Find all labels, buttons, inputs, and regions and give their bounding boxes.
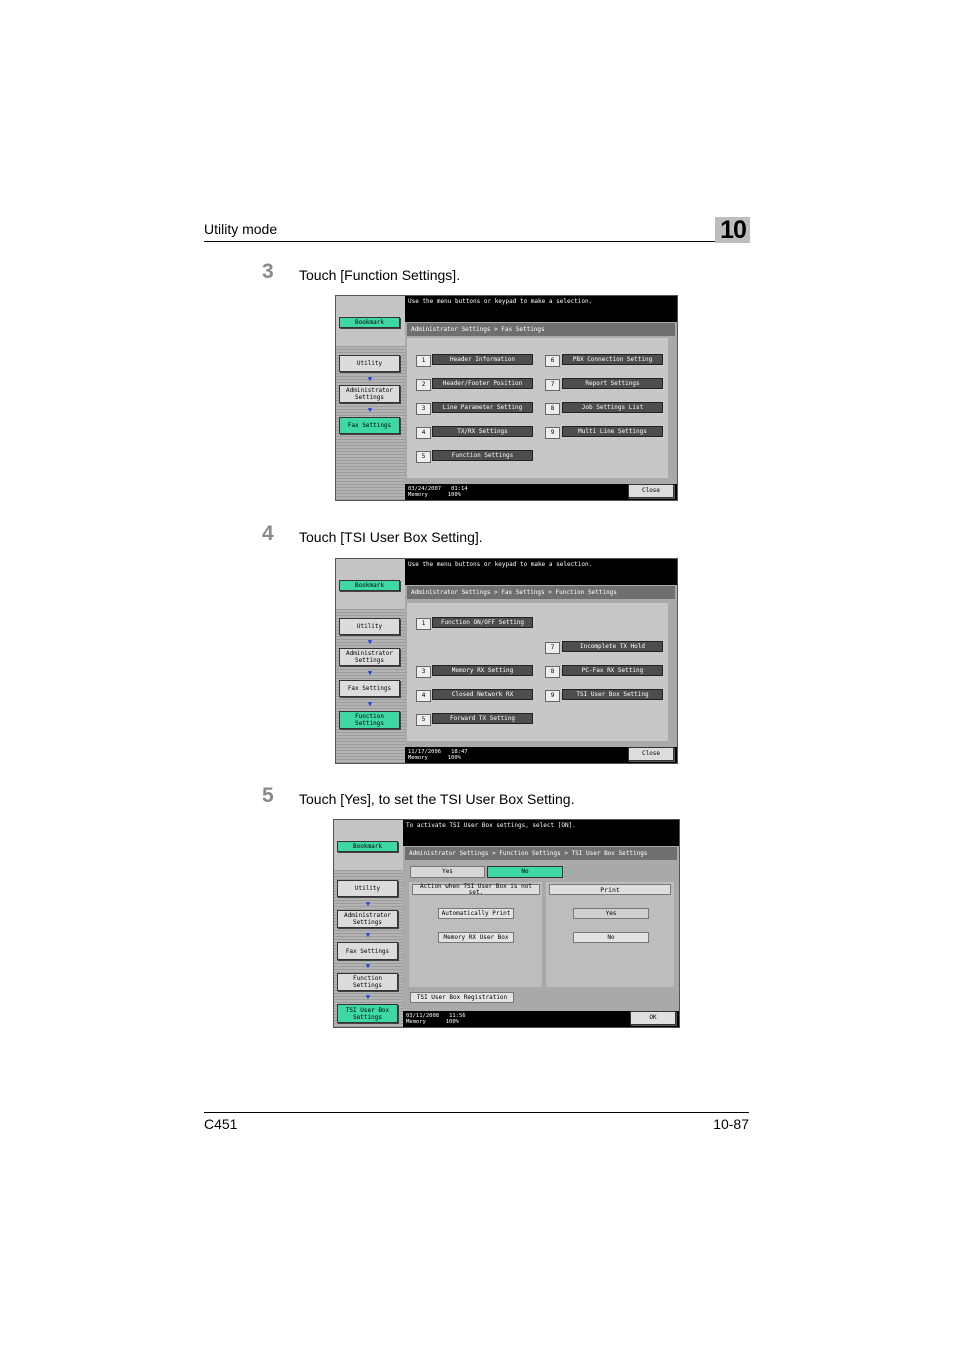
item-number: 9 [545,690,560,702]
breadcrumb: Administrator Settings > Function Settings > TSI User Box Settings [405,847,677,860]
arrow-down-icon: ▼ [367,406,373,414]
item-number: 7 [545,642,560,654]
automatically-print-button[interactable]: Automatically Print [438,908,514,919]
item-number: 9 [545,427,560,439]
memory-label: Memory [408,492,428,498]
status-date: 03/24/2007 [408,486,442,492]
incomplete-tx-hold-button[interactable]: Incomplete TX Hold [562,641,663,652]
breadcrumb: Administrator Settings > Fax Settings [407,323,675,336]
tx-rx-settings-button[interactable]: TX/RX Settings [432,426,533,437]
arrow-down-icon: ▼ [367,700,373,708]
function-settings-button[interactable]: Function Settings [432,450,533,461]
header-information-button[interactable]: Header Information [432,354,533,365]
item-number: 6 [545,355,560,367]
item-number: 4 [416,427,431,439]
item-number: 5 [416,714,431,726]
item-number: 1 [416,618,431,630]
item-number: 3 [416,403,431,415]
sidebar-utility-button[interactable]: Utility [337,880,398,897]
forward-tx-setting-button[interactable]: Forward TX Setting [432,713,533,724]
arrow-down-icon: ▼ [365,931,371,939]
memory-value: 100% [447,492,461,498]
sidebar-admin-button[interactable]: Administrator Settings [339,648,400,666]
tsi-user-box-settings-screen [333,819,680,1028]
instruction-message: Use the menu buttons or keypad to make a selection. [405,559,677,585]
item-number: 7 [545,379,560,391]
sidebar-admin-button[interactable]: Administrator Settings [339,385,400,403]
step-number: 3 [262,260,274,283]
item-number: 3 [416,666,431,678]
close-button[interactable]: Close [628,484,674,498]
status-time: 01:14 [451,486,468,492]
sidebar-tsi-user-box-settings-button[interactable]: TSI User Box Settings [337,1004,398,1023]
sidebar-fax-settings-button[interactable]: Fax Settings [339,680,400,697]
sidebar-function-settings-button[interactable]: Function Settings [337,973,398,991]
closed-network-rx-button[interactable]: Closed Network RX [432,689,533,700]
item-number: 4 [416,690,431,702]
multi-line-settings-button[interactable]: Multi Line Settings [562,426,663,437]
sidebar-admin-button[interactable]: Administrator Settings [337,910,398,928]
status-time: 11:56 [449,1013,466,1019]
breadcrumb: Administrator Settings > Fax Settings > Function Settings [407,586,675,599]
item-number: 8 [545,666,560,678]
action-panel-title: Action when TSI User Box is not set. [412,884,540,895]
function-on-off-setting-button[interactable]: Function ON/OFF Setting [432,617,533,628]
footer-rule [204,1112,749,1113]
item-number: 8 [545,403,560,415]
fax-settings-screen [335,295,678,501]
arrow-down-icon: ▼ [367,669,373,677]
memory-rx-user-box-button[interactable]: Memory RX User Box [438,932,514,943]
memory-value: 100% [447,755,461,761]
memory-rx-setting-button[interactable]: Memory RX Setting [432,665,533,676]
sidebar-fax-settings-button[interactable]: Fax Settings [337,942,398,960]
running-header-title: Utility mode [204,221,278,237]
item-number: 5 [416,451,431,463]
bookmark-button[interactable]: Bookmark [337,841,398,852]
step-text: Touch [TSI User Box Setting]. [299,529,483,545]
print-panel-title: Print [549,884,671,895]
header-rule [204,241,749,242]
arrow-down-icon: ▼ [365,900,371,908]
sidebar-utility-button[interactable]: Utility [339,355,400,372]
print-yes-button[interactable]: Yes [573,908,649,919]
yes-button[interactable]: Yes [410,866,485,878]
report-settings-button[interactable]: Report Settings [562,378,663,389]
print-no-button[interactable]: No [573,932,649,943]
no-button[interactable]: No [487,866,563,878]
function-settings-screen [335,558,678,764]
memory-label: Memory [408,755,428,761]
arrow-down-icon: ▼ [367,375,373,383]
close-button[interactable]: Close [628,747,674,761]
bookmark-button[interactable]: Bookmark [339,317,400,328]
status-date: 11/17/2006 [408,749,442,755]
tsi-user-box-setting-button[interactable]: TSI User Box Setting [562,689,663,700]
pc-fax-rx-setting-button[interactable]: PC-Fax RX Setting [562,665,663,676]
footer-page-number: 10-87 [713,1116,749,1132]
step-number: 5 [262,784,274,807]
status-date: 03/11/2008 [406,1013,440,1019]
tsi-user-box-registration-button[interactable]: TSI User Box Registration [410,992,514,1003]
sidebar-fax-settings-button[interactable]: Fax Settings [339,417,400,434]
instruction-message: To activate TSI User Box settings, select [ON]. [403,820,679,846]
bookmark-button[interactable]: Bookmark [339,580,400,591]
arrow-down-icon: ▼ [367,638,373,646]
chapter-number: 10 [720,216,746,244]
sidebar-utility-button[interactable]: Utility [339,618,400,635]
memory-value: 100% [445,1019,459,1025]
sidebar-function-settings-button[interactable]: Function Settings [339,711,400,729]
arrow-down-icon: ▼ [365,993,371,1001]
ok-button[interactable]: OK [630,1011,676,1025]
footer-model: C451 [204,1116,238,1132]
step-number: 4 [262,522,274,545]
memory-label: Memory [406,1019,426,1025]
status-time: 18:47 [451,749,468,755]
item-number: 1 [416,355,431,367]
step-text: Touch [Yes], to set the TSI User Box Setting. [299,791,575,807]
pbx-connection-setting-button[interactable]: PBX Connection Setting [562,354,663,365]
item-number: 2 [416,379,431,391]
step-text: Touch [Function Settings]. [299,267,461,283]
arrow-down-icon: ▼ [365,962,371,970]
job-settings-list-button[interactable]: Job Settings List [562,402,663,413]
header-footer-position-button[interactable]: Header/Footer Position [432,378,533,389]
instruction-message: Use the menu buttons or keypad to make a selection. [405,296,677,322]
line-parameter-setting-button[interactable]: Line Parameter Setting [432,402,533,413]
